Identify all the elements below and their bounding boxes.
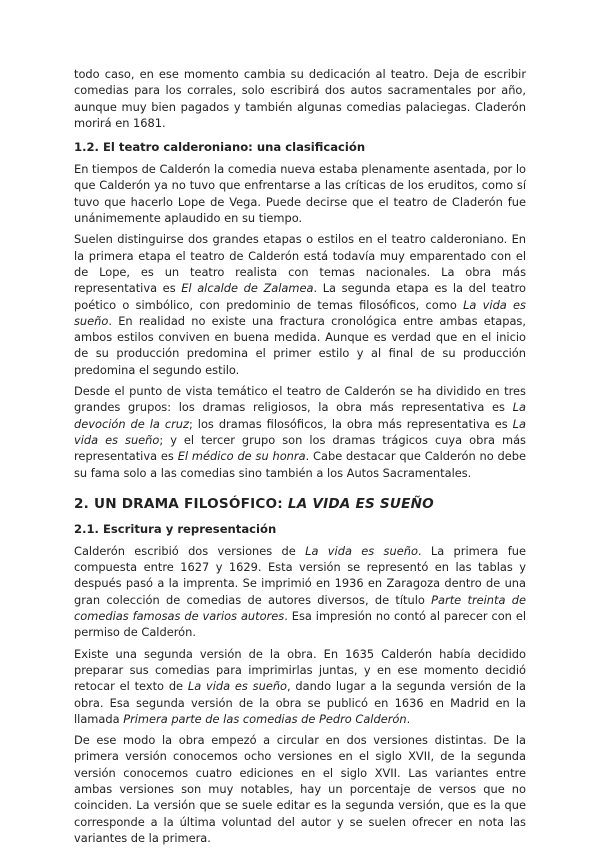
paragraph-1-2-2: Suelen distinguirse dos grandes etapas o estilos en el teatro calderoniano. En la primera etapa el teatro de Calderón está todavía muy emparentado con el de Lope, es un teatro realista con temas nacionales. La obra más representativa es El alcalde de Zalamea. La segunda etapa es la del teatro poético o simbólico, con predominio de temas filosóficos, como La vida es sueño. En realidad no existe una fractura cronológica entre ambas etapas, ambos estilos conviven en buena medida. Aunque es verdad que en el inicio de su producción predomina el primer estilo y al final de su producción predomina el segundo estilo. bbox=[74, 232, 526, 377]
work-title: La vida es sueño bbox=[187, 679, 288, 694]
work-title: La vida es sueño bbox=[305, 543, 418, 558]
work-title: LA VIDA ES SUEÑO bbox=[287, 495, 434, 512]
paragraph-2-1-3: De ese modo la obra empezó a circular en dos versiones distintas. De la primera versión conocemos ocho versiones en el siglo XVII, de la segunda versión conocemos cuatro ediciones en el siglo XVII. Las variantes entre ambas versiones son muy notables, hay un porcentaje de versos que no coinciden. La versión que se suele editar es la segunda versión, que es la que corresponde a la última voluntad del autor y se suelen ofrecer en nota las variantes de la primera. bbox=[74, 733, 526, 845]
work-title: La vida es sueño bbox=[74, 416, 526, 447]
paragraph-intro: todo caso, en ese momento cambia su dedicación al teatro. Deja de escribir comedias para los corrales, solo escribirá dos autos sacramentales por año, aunque muy bien pagados y también algunas comedias palaciegas. Claderón morirá en 1681. bbox=[74, 67, 526, 130]
section-heading-2: 2. UN DRAMA FILOSÓFICO: LA VIDA ES SUEÑO bbox=[74, 495, 434, 512]
work-title: El médico de su honra bbox=[177, 449, 306, 464]
work-title: Primera parte de las comedias de Pedro Calderón bbox=[123, 711, 407, 726]
work-title: La devoción de la cruz bbox=[74, 400, 526, 431]
paragraph-2-1-2: Existe una segunda versión de la obra. En 1635 Calderón había decidido preparar sus comedias para imprimirlas juntas, y en ese momento decidió retocar el texto de La vida es sueño, dando lugar a la segunda versión de la obra. Esa segunda versión de la obra se publicó en 1636 en Madrid en la llamada Primera parte de las comedias de Pedro Calderón. bbox=[74, 646, 526, 726]
work-title: El alcalde de Zalamea bbox=[181, 281, 314, 296]
paragraph-1-2-3: Desde el punto de vista temático el teatro de Calderón se ha dividido en tres grandes grupos: los dramas religiosos, la obra más representativa es La devoción de la cruz; los dramas filosóficos, la obra más representativa es La vida es sueño; y el tercer grupo son los dramas trágicos cuya obra más representativa es El médico de su honra. Cabe destacar que Calderón no debe su fama solo a las comedias sino también a los Autos Sacramentales. bbox=[74, 384, 526, 480]
work-title: Parte treinta de comedias famosas de varios autores bbox=[74, 592, 526, 624]
section-heading-2-1: 2.1. Escritura y representación bbox=[74, 521, 277, 536]
paragraph-2-1-1: Calderón escribió dos versiones de La vida es sueño. La primera fue compuesta entre 1627 y 1629. Esta versión se representó en las tablas y después pasó a la imprenta. Se imprimió en 1936 en Zaragoza dentro de una gran colección de comedias de autores diversos, de título Parte treinta de comedias famosas de varios autores. Esa impresión no contó al parecer con el permiso de Calderón. bbox=[74, 543, 526, 640]
paragraph-1-2-1: En tiempos de Calderón la comedia nueva estaba plenamente asentada, por lo que Calderón ya no tuvo que enfrentarse a las críticas de los eruditos, como sí tuvo que hacerlo Lope de Vega. Puede decirse que el teatro de Claderón fue unánimemente aplaudido en su tiempo. bbox=[74, 162, 526, 226]
document-page bbox=[74, 66, 526, 851]
work-title: La vida es sueño bbox=[74, 297, 526, 328]
section-heading-1-2: 1.2. El teatro calderoniano: una clasificación bbox=[74, 140, 366, 155]
